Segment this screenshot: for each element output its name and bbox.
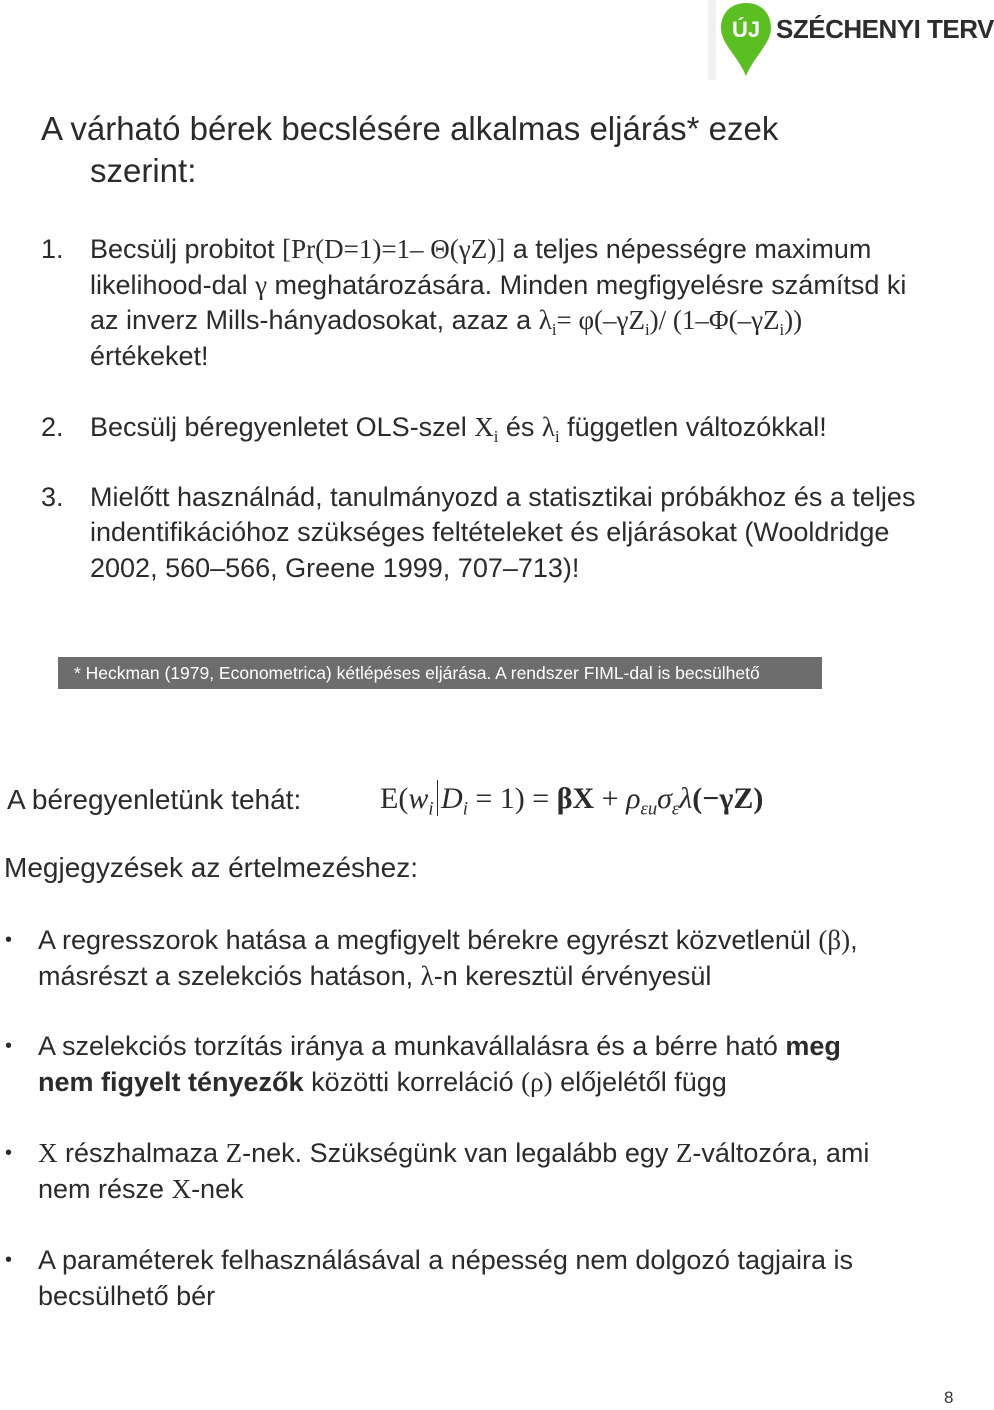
step-text: Mielőtt használnád, tanulmányozd a statisztikai próbákhoz és a teljes indentifikációhoz szükséges feltételeket és eljárásokat (Wooldridge 2002, 560–566, Greene 1999, 707–713)! <box>90 481 916 583</box>
text-fragment: -változóra, ami nem része <box>38 1138 870 1204</box>
text-fragment: Becsülj probitot <box>90 234 283 264</box>
step-2 <box>41 410 921 446</box>
formula-subscript: i <box>493 426 499 446</box>
title-line-2: szerint: <box>90 152 197 189</box>
logo-pin-icon <box>716 0 776 80</box>
bold-text: meg nem figyelt tényezők <box>38 1031 841 1097</box>
beta-symbol: (β) <box>818 925 851 955</box>
step-text <box>90 410 921 446</box>
text-fragment: és <box>498 412 542 442</box>
equation-part: E( <box>380 782 409 815</box>
text-fragment: értékeket! <box>90 340 209 371</box>
logo-background <box>708 0 716 80</box>
bullet-icon: • <box>5 1142 13 1164</box>
equation-part: λ <box>679 782 693 815</box>
lambda-symbol: λ <box>420 960 434 991</box>
formula-part: λ <box>538 305 552 335</box>
title-line-1: A várható bérek becslésére alkalmas eljárás* ezek <box>41 110 779 147</box>
text-fragment: meghatározására. Minden megfigyelésre számítsd ki az inverz Mills-hányadosokat, azaz a <box>90 269 907 335</box>
equation-part: ρ <box>626 782 641 815</box>
text-fragment: Becsülj béregyenletet OLS-szel <box>90 412 475 442</box>
equation-part: σ <box>657 782 672 815</box>
wage-equation-label: A béregyenletünk tehát: <box>7 784 302 815</box>
step-1 <box>41 232 921 374</box>
remarks-title: Megjegyzések az értelmezéshez: <box>4 852 418 883</box>
formula-part: )) <box>784 305 803 335</box>
conditional-bar <box>437 780 439 816</box>
mills-ratio-formula <box>538 305 803 339</box>
gamma-symbol: γ <box>255 269 268 300</box>
text-fragment: -nek <box>191 1173 244 1204</box>
formula-subscript: i <box>644 319 650 339</box>
equation-part: + <box>594 782 627 815</box>
step-number: 3. <box>41 481 64 512</box>
probit-formula: [Pr(D=1)=1– Θ(γZ)] <box>282 234 506 264</box>
page-number: 8 <box>944 1388 954 1407</box>
rho-symbol: (ρ) <box>521 1066 553 1097</box>
text-fragment: részhalmaza <box>57 1138 226 1168</box>
slide-title <box>41 108 891 192</box>
formula-subscript: i <box>554 426 560 446</box>
equation-subscript: ε <box>671 798 680 820</box>
step-3 <box>41 480 921 587</box>
text-fragment: közötti korreláció <box>303 1066 522 1097</box>
equation-subscript: i <box>428 798 434 820</box>
szechenyi-terv-logo <box>708 0 994 80</box>
text-fragment: -nek. Szükségünk van legalább egy <box>242 1138 676 1168</box>
list-item <box>0 1243 900 1314</box>
x-symbol: X <box>171 1173 192 1204</box>
text-fragment: előjelétől függ <box>552 1066 727 1097</box>
equation-part: (−γZ) <box>692 782 764 815</box>
z-symbol: Z <box>675 1138 693 1168</box>
text-fragment: A regresszorok hatása a megfigyelt bérekre egyrészt közvetlenül <box>38 925 819 955</box>
formula-part: = φ(–γZ <box>556 305 645 335</box>
step-number: 1. <box>41 234 64 264</box>
x-symbol: X <box>38 1138 58 1168</box>
text-fragment: a teljes népességre maximum likelihood-dal <box>90 234 872 300</box>
lambda-variable: λ <box>541 412 555 442</box>
formula-subscript: i <box>779 319 785 339</box>
text-fragment: független változókkal! <box>559 412 827 442</box>
bullet-icon: • <box>5 1035 13 1057</box>
remarks-list <box>0 923 900 1314</box>
logo-text: SZÉCHENYI TERV <box>776 14 994 44</box>
equation-part: w <box>408 782 429 815</box>
z-symbol: Z <box>225 1138 243 1168</box>
equation-part: D <box>441 782 463 815</box>
logo-mark-text: ÚJ <box>731 17 761 42</box>
list-item <box>0 1029 900 1100</box>
text-fragment: -n keresztül érvényesül <box>433 960 712 991</box>
list-item <box>0 923 900 994</box>
bullet-icon: • <box>5 1249 13 1271</box>
footnote-bar: * Heckman (1979, Econometrica) kétlépéses eljárása. A rendszer FIML-dal is becsülhető <box>58 657 822 689</box>
wage-equation <box>380 780 764 820</box>
x-variable: X <box>474 412 494 442</box>
equation-subscript: i <box>462 798 468 820</box>
text-fragment: A szelekciós torzítás iránya a munkavállalásra és a bérre ható <box>38 1031 786 1061</box>
text-fragment: A paraméterek felhasználásával a népesség nem dolgozó tagjaira is becsülhető bér <box>38 1245 853 1311</box>
procedure-steps <box>41 232 921 586</box>
formula-part: )/ (1–Φ(–γZ <box>649 305 780 335</box>
step-text <box>90 232 921 374</box>
bullet-icon: • <box>5 929 13 951</box>
equation-subscript: εu <box>640 798 658 820</box>
equation-part: = 1) = <box>467 782 557 815</box>
text-fragment: , másrészt a szelekciós hatáson, <box>38 925 858 991</box>
formula-subscript: i <box>551 319 557 339</box>
equation-part: βX <box>556 782 595 815</box>
list-item <box>0 1136 900 1207</box>
step-number: 2. <box>41 412 64 442</box>
